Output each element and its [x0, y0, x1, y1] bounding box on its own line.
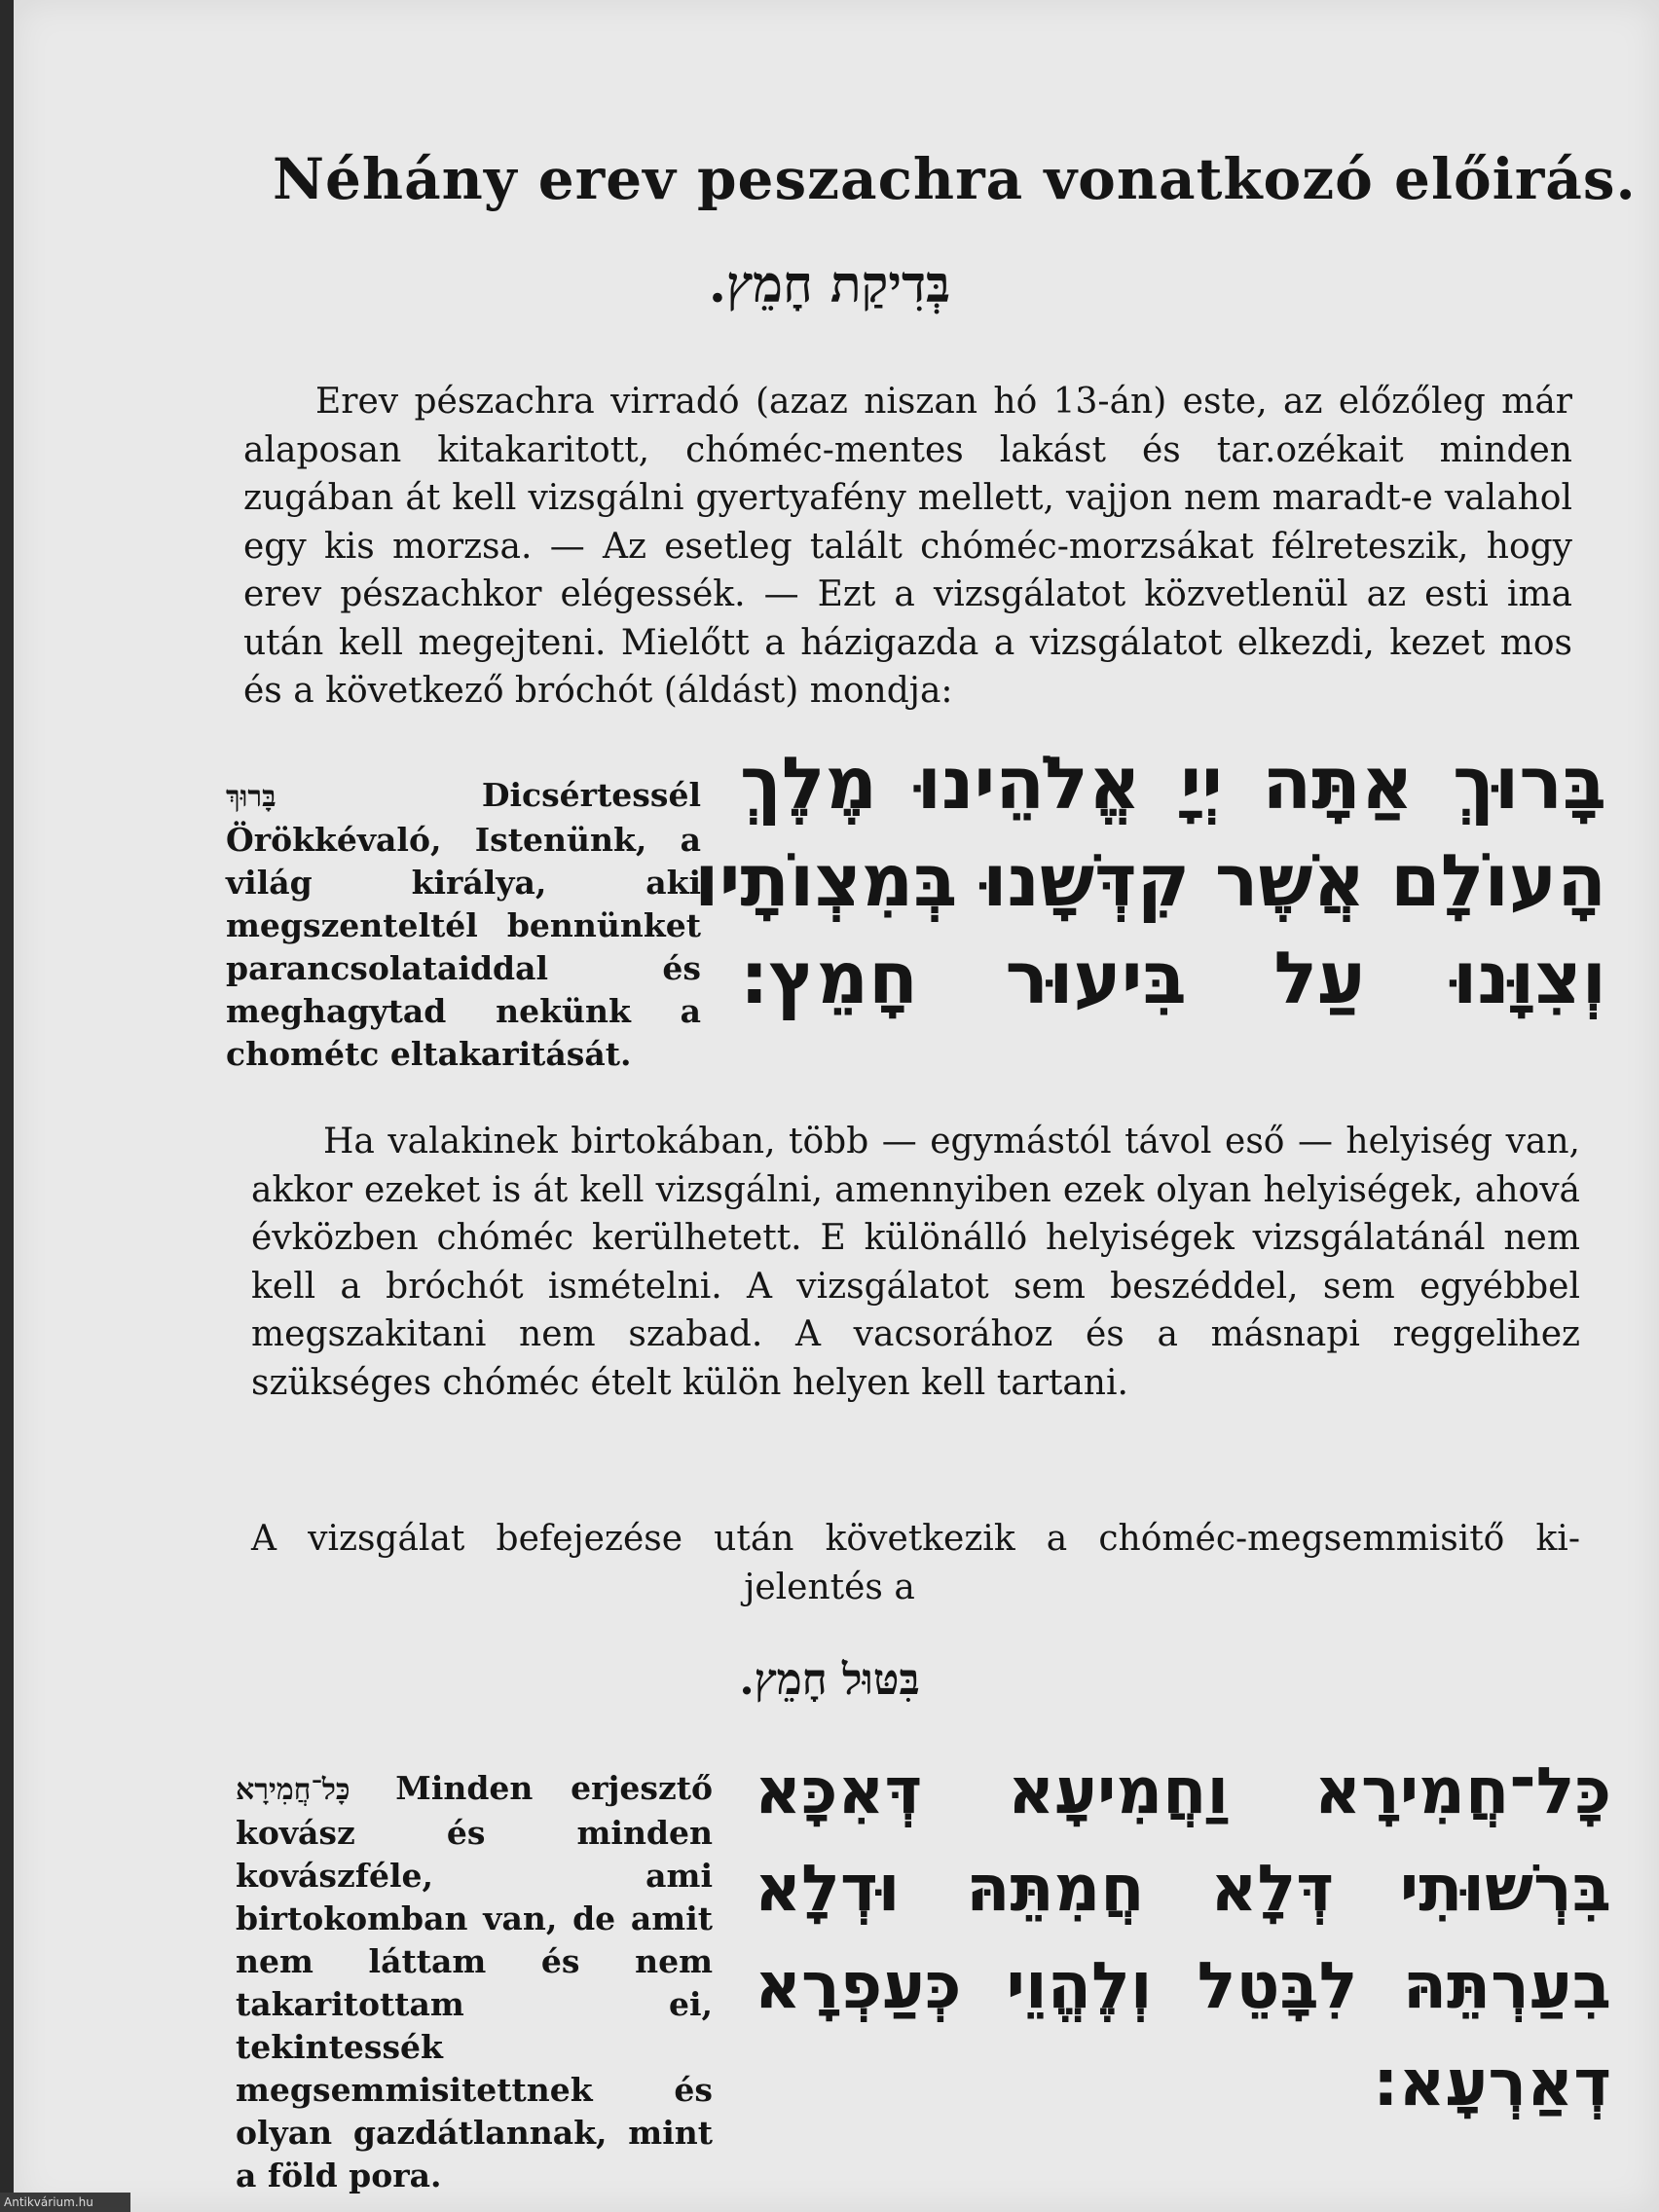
- blessing-2-line-3: בִעַרְתֵּהּ לִבָּטֵל וְלֶהֱוֵי כְּעַפְרָא: [755, 1948, 1611, 2023]
- blessing-1-translation-block: [226, 774, 701, 1076]
- blessing-2-translation: Minden erjesztő kovász és minden kovászféle, ami birtokomban van, de amit nem láttam és nem takaritottam ei, tekintessék megsemmisitettnek és olyan gazdátlannak, mint a föld pora.: [236, 1769, 713, 2194]
- blessing-2-translation-block: [236, 1767, 713, 2197]
- blessing-1-line-2: הָעוֹלָם אֲשֶׁר קִדְּשָׁנוּ בְּמִצְוֹתָיו: [694, 839, 1606, 923]
- blessing-1-hebrew: [694, 735, 1606, 1027]
- paragraph-rooms: [251, 1118, 1580, 1407]
- paragraph-declaration-line1: A vizsgálat befejezése után következik a chóméc-megsemmisitő ki-: [251, 1519, 1580, 1559]
- paragraph-intro-text: Erev pészachra virradó (azaz niszan hó 13-án) este, az előzőleg már alaposan kitakaritott, chóméc-mentes lakást és tar.ozékait minden zugában át kell vizsgálni gyertyafény mellett, vajjon nem maradt-e valahol egy kis morzsa. — Az esetleg talált chóméc-morzsákat félreteszik, hogy erev pészachkor elégessék. — Ezt a vizsgálatot közvetlenül az esti ima után kell megejteni. Mielőtt a házigazda a vizsgálatot elkezdi, kezet mos és a következő bróchót (áldást) mondja:: [243, 382, 1572, 711]
- blessing-2-lead-hebrew: כָּל־חֲמִירָא: [236, 1773, 350, 1807]
- blessing-1-lead-hebrew: בָּרוּךְ: [226, 780, 276, 814]
- blessing-1-line-1: בָּרוּךְ אַתָּה יְיָ אֱלֹהֵינוּ מֶלֶךְ: [740, 742, 1606, 826]
- paragraph-rooms-text: Ha valakinek birtokában, több — egymástól távol eső — helyiség van, akkor ezeket is át kell vizsgálni, amennyiben ezek olyan helyiségek, ahová évközben chóméc kerülhetett. E különálló helyiségek vizsgálatánál nem kell a bróchót ismételni. A vizsgálatot sem beszéddel, sem egyébbel megszakitani nem szabad. A vacsorához és a másnapi reggelihez szükséges chóméc ételt külön helyen kell tartani.: [251, 1122, 1580, 1403]
- heading-bedikat-chametz: בְּדִיקַת חָמֵץ.: [708, 255, 951, 314]
- watermark: Antikvárium.hu: [0, 2193, 130, 2212]
- blessing-2-line-1: כָּל־חֲמִירָא וַחֲמִיעָא דְּאִכָּא: [755, 1753, 1611, 1828]
- blessing-2-hebrew: [755, 1743, 1611, 2132]
- paragraph-declaration-line2: jelentés a: [744, 1567, 915, 1607]
- blessing-2-line-4: דְאַרְעָא:: [1373, 2046, 1611, 2120]
- paragraph-intro: [243, 378, 1572, 716]
- blessing-1-line-3: וְצִוָּנוּ עַל בִּיעוּר חָמֵץ:: [740, 937, 1606, 1020]
- blessing-2-line-2: בִּרְשׁוּתִי דְּלָא חֲמִתֵּהּ וּדְלָא: [755, 1851, 1611, 1926]
- heading-bitul-chametz: בִּטּוּל חָמֵץ.: [739, 1655, 920, 1705]
- blessing-1-translation: Dicsértessél Örökkévaló, Istenünk, a világ királya, aki megszenteltél bennünket parancsolataiddal és meghagytad nekünk a chométc eltakaritását.: [226, 776, 701, 1073]
- page-title: Néhány erev peszachra vonatkozó előirás.: [273, 146, 1637, 212]
